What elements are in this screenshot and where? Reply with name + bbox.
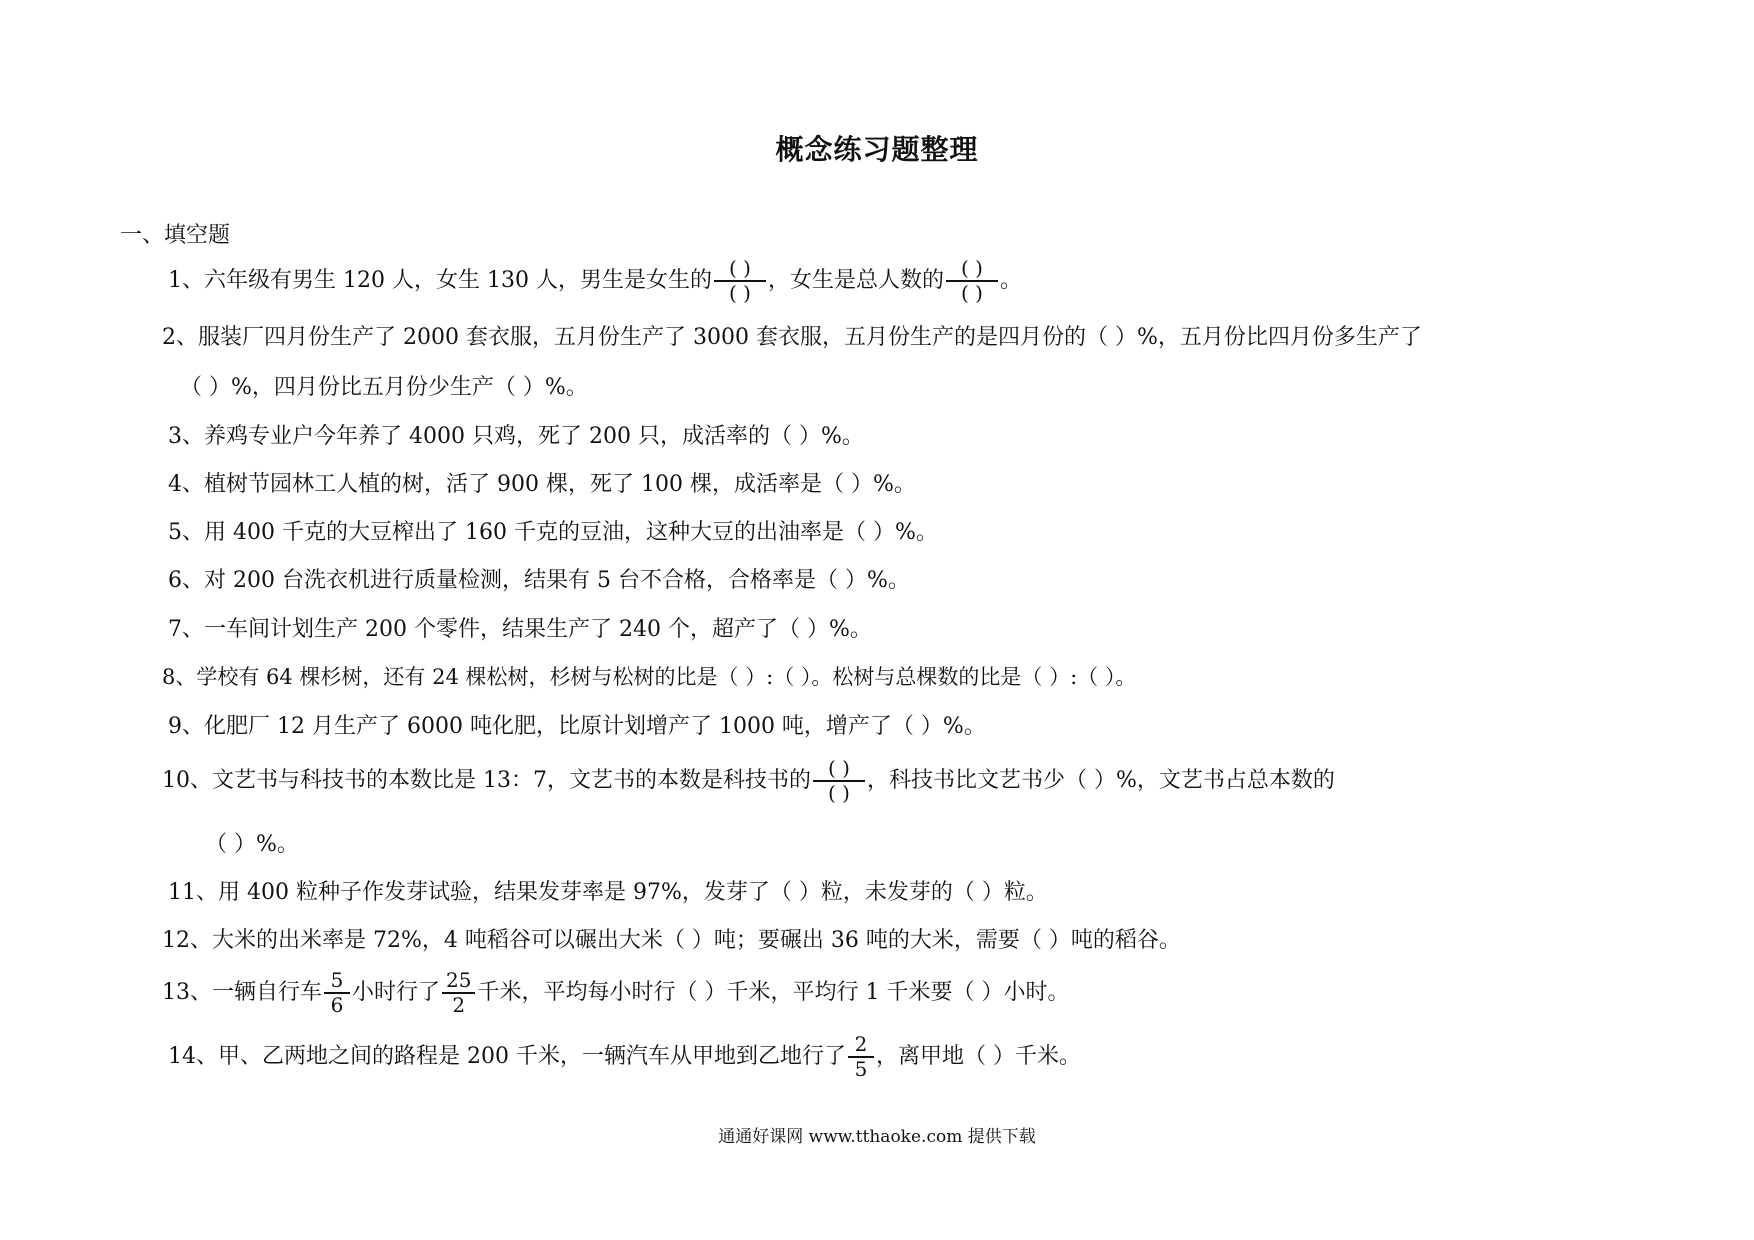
q3-text: 3、养鸡专业户今年养了 4000 只鸡，死了 200 只，成活率的（ ）%。 xyxy=(168,424,864,449)
q13-text-a: 13、一辆自行车 xyxy=(162,979,322,1005)
q1-text-b: ，女生是总人数的 xyxy=(767,267,944,293)
question-1 xyxy=(168,258,1022,304)
q1-fraction-1-numerator: ( ) xyxy=(714,258,766,282)
q10-fraction-denominator: ( ) xyxy=(828,781,850,805)
question-4 xyxy=(168,472,916,498)
q14-fraction-denominator: 5 xyxy=(854,1057,868,1081)
question-10 xyxy=(162,758,1335,804)
q7-text: 7、一车间计划生产 200 个零件，结果生产了 240 个，超产了（ ）%。 xyxy=(168,617,872,642)
question-2-line-2 xyxy=(180,375,588,401)
q10-fraction xyxy=(813,758,865,804)
question-11 xyxy=(168,880,1048,906)
q13-text-b: 小时行了 xyxy=(352,979,441,1005)
question-14 xyxy=(168,1034,1081,1080)
q5-text: 5、用 400 千克的大豆榨出了 160 千克的豆油，这种大豆的出油率是（ ）%。 xyxy=(168,520,938,545)
q13-fraction-2 xyxy=(442,970,475,1016)
q2-text-line-2: （ ）%，四月份比五月份少生产（ ）%。 xyxy=(180,375,588,400)
question-10-line-2 xyxy=(205,832,299,858)
q10-text-b: ，科技书比文艺书少（ ）%，文艺书占总本数的 xyxy=(866,767,1335,793)
q13-fraction-1-denominator: 6 xyxy=(330,993,344,1017)
q1-text-c: 。 xyxy=(999,267,1022,293)
q13-fraction-2-denominator: 2 xyxy=(452,993,466,1017)
q6-text: 6、对 200 台洗衣机进行质量检测，结果有 5 台不合格，合格率是（ ）%。 xyxy=(168,568,910,593)
q8-text: 8、学校有 64 棵杉树，还有 24 棵松树，杉树与松树的比是（ ）:（ ）。松树与总棵数的比是（ ）:（ ）。 xyxy=(162,665,1137,689)
footer-credit: 通通好课网 www.tthaoke.com 提供下载 xyxy=(718,1127,1036,1147)
question-3 xyxy=(168,424,864,450)
q14-fraction xyxy=(848,1034,874,1080)
question-8 xyxy=(162,665,1136,690)
q13-text-c: 千米，平均每小时行（ ）千米，平均行 1 千米要（ ）小时。 xyxy=(477,979,1070,1005)
q9-text: 9、化肥厂 12 月生产了 6000 吨化肥，比原计划增产了 1000 吨，增产了（ ）%。 xyxy=(168,714,986,739)
q14-text-a: 14、甲、乙两地之间的路程是 200 千米，一辆汽车从甲地到乙地行了 xyxy=(168,1043,846,1069)
q13-fraction-2-numerator: 25 xyxy=(442,970,475,994)
q2-text-line-1: 2、服装厂四月份生产了 2000 套衣服，五月份生产了 3000 套衣服，五月份生产的是四月份的（ ）%，五月份比四月份多生产了 xyxy=(162,325,1422,350)
q13-fraction-1 xyxy=(324,970,350,1016)
q1-fraction-2-numerator: ( ) xyxy=(946,258,998,282)
q1-fraction-1-denominator: ( ) xyxy=(728,281,751,305)
q10-text-line-2: （ ）%。 xyxy=(205,832,299,857)
question-7 xyxy=(168,617,872,643)
q4-text: 4、植树节园林工人植的树，活了 900 棵，死了 100 棵，成活率是（ ）%。 xyxy=(168,472,916,497)
q1-fraction-2 xyxy=(946,258,998,304)
q10-fraction-numerator: ( ) xyxy=(813,758,865,782)
question-12 xyxy=(162,928,1181,954)
question-13 xyxy=(162,970,1069,1016)
page-title: 概念练习题整理 xyxy=(775,133,979,166)
question-5 xyxy=(168,520,938,546)
q13-fraction-1-numerator: 5 xyxy=(324,970,350,994)
question-2-line-1 xyxy=(162,325,1422,351)
q12-text: 12、大米的出米率是 72%，4 吨稻谷可以碾出大米（ ）吨；要碾出 36 吨的大米，需要（ ）吨的稻谷。 xyxy=(162,928,1181,953)
q1-text-a: 1、六年级有男生 120 人，女生 130 人，男生是女生的 xyxy=(168,267,712,293)
q14-fraction-numerator: 2 xyxy=(848,1034,874,1058)
question-6 xyxy=(168,568,910,594)
q14-text-b: ，离甲地（ ）千米。 xyxy=(875,1043,1081,1069)
q11-text: 11、用 400 粒种子作发芽试验，结果发芽率是 97%，发芽了（ ）粒，未发芽的（ ）粒。 xyxy=(168,880,1048,905)
section-heading: 一、填空题 xyxy=(120,223,231,248)
q1-fraction-1 xyxy=(714,258,766,304)
q10-text-a: 10、文艺书与科技书的本数比是 13：7，文艺书的本数是科技书的 xyxy=(162,767,811,793)
q1-fraction-2-denominator: ( ) xyxy=(961,281,983,305)
question-9 xyxy=(168,714,986,740)
